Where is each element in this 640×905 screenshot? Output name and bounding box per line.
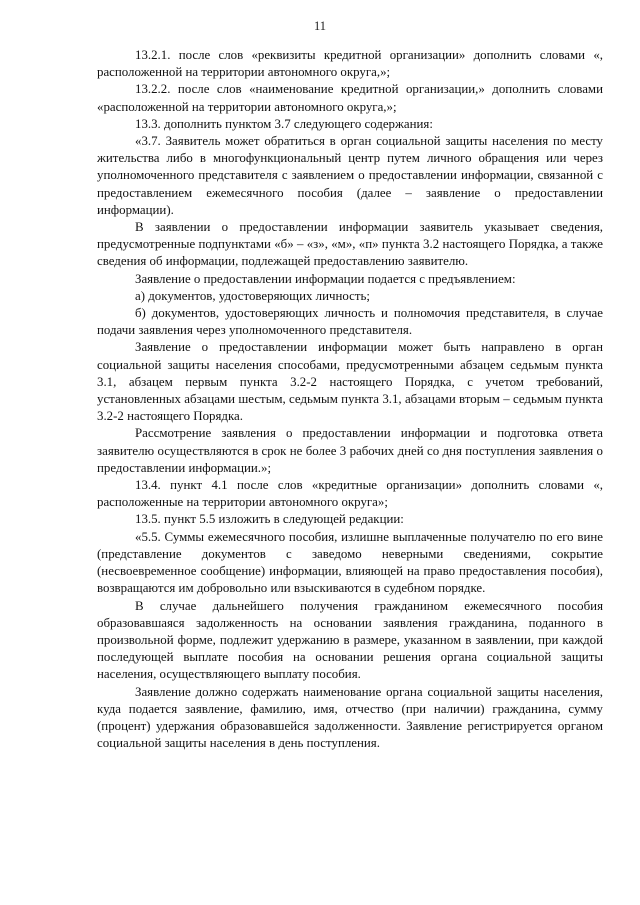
document-body xyxy=(97,47,603,752)
paragraph-debt-withholding: В случае дальнейшего получения гражданином ежемесячного пособия образовавшаяся задолженность на основании заявления гражданина, поданного в произвольной форме, подлежит удержанию в размере, указанном в заявлении, при каждой последующей выплате пособия на основании решения органа социальной защиты населения, осуществляющего выплату пособия. xyxy=(97,598,603,682)
page-number: 11 xyxy=(313,19,327,33)
paragraph-application-content: В заявлении о предоставлении информации заявитель указывает сведения, предусмотренные подпунктами «б» – «з», «м», «п» пункта 3.2 настоящего Порядка, а также сведения об информации, подлежащей предоставлению заявителю. xyxy=(97,220,603,269)
paragraph-5-5: «5.5. Суммы ежемесячного пособия, излишне выплаченные получателю по его вине (представление документов с заведомо неверными сведениями, сокрытие (несвоевременное сообщение) информации, влияющей на право предоставления пособия), возвращаются им добровольно или взыскиваются в судебном порядке. xyxy=(97,529,603,596)
list-item-a: а) документов, удостоверяющих личность; xyxy=(135,288,370,303)
paragraph-submission-docs: Заявление о предоставлении информации подается с предъявлением: xyxy=(135,271,516,286)
paragraph-13-2-2: 13.2.2. после слов «наименование кредитной организации,» дополнить словами «расположенной на территории автономного округа,»; xyxy=(97,82,603,114)
paragraph-3-7: «3.7. Заявитель может обратиться в орган социальной защиты населения по месту жительства либо в многофункциональный центр путем личного обращения или через уполномоченного представителя с заявлением о предоставлении информации, связанной с предоставлением ежемесячного пособия (далее – заявление о предоставлении информации). xyxy=(97,134,603,217)
list-item-b: б) документов, удостоверяющих личность и полномочия представителя, в случае подачи заявления через уполномоченного представителя. xyxy=(97,306,603,338)
paragraph-application-requirements: Заявление должно содержать наименование органа социальной защиты населения, куда подается заявление, фамилию, имя, отчество (при наличии) гражданина, сумму (процент) удержания образовавшейся задолженности. Заявление регистрируется органом социальной защиты населения в день поступления. xyxy=(97,684,603,751)
paragraph-review-terms: Рассмотрение заявления о предоставлении информации и подготовка ответа заявителю осуществляются в срок не более 3 рабочих дней со дня поступления заявления о предоставлении информации.»; xyxy=(97,426,603,475)
paragraph-13-3: 13.3. дополнить пунктом 3.7 следующего содержания: xyxy=(135,116,433,131)
paragraph-submission-methods: Заявление о предоставлении информации может быть направлено в орган социальной защиты населения способами, предусмотренными абзацем седьмым пункта 3.1, абзацем первым пункта 3.2-2 настоящего Порядка, с учетом требований, установленных абзацами шестым, седьмым пункта 3.1, абзацами вторым – седьмым пункта 3.2-2 настоящего Порядка. xyxy=(97,340,603,424)
paragraph-13-4: 13.4. пункт 4.1 после слов «кредитные организации» дополнить словами «, расположенные на территории автономного округа»; xyxy=(97,478,603,510)
paragraph-13-2-1: 13.2.1. после слов «реквизиты кредитной организации» дополнить словами «, расположенной на территории автономного округа,»; xyxy=(97,48,603,80)
paragraph-13-5: 13.5. пункт 5.5 изложить в следующей редакции: xyxy=(135,512,404,527)
